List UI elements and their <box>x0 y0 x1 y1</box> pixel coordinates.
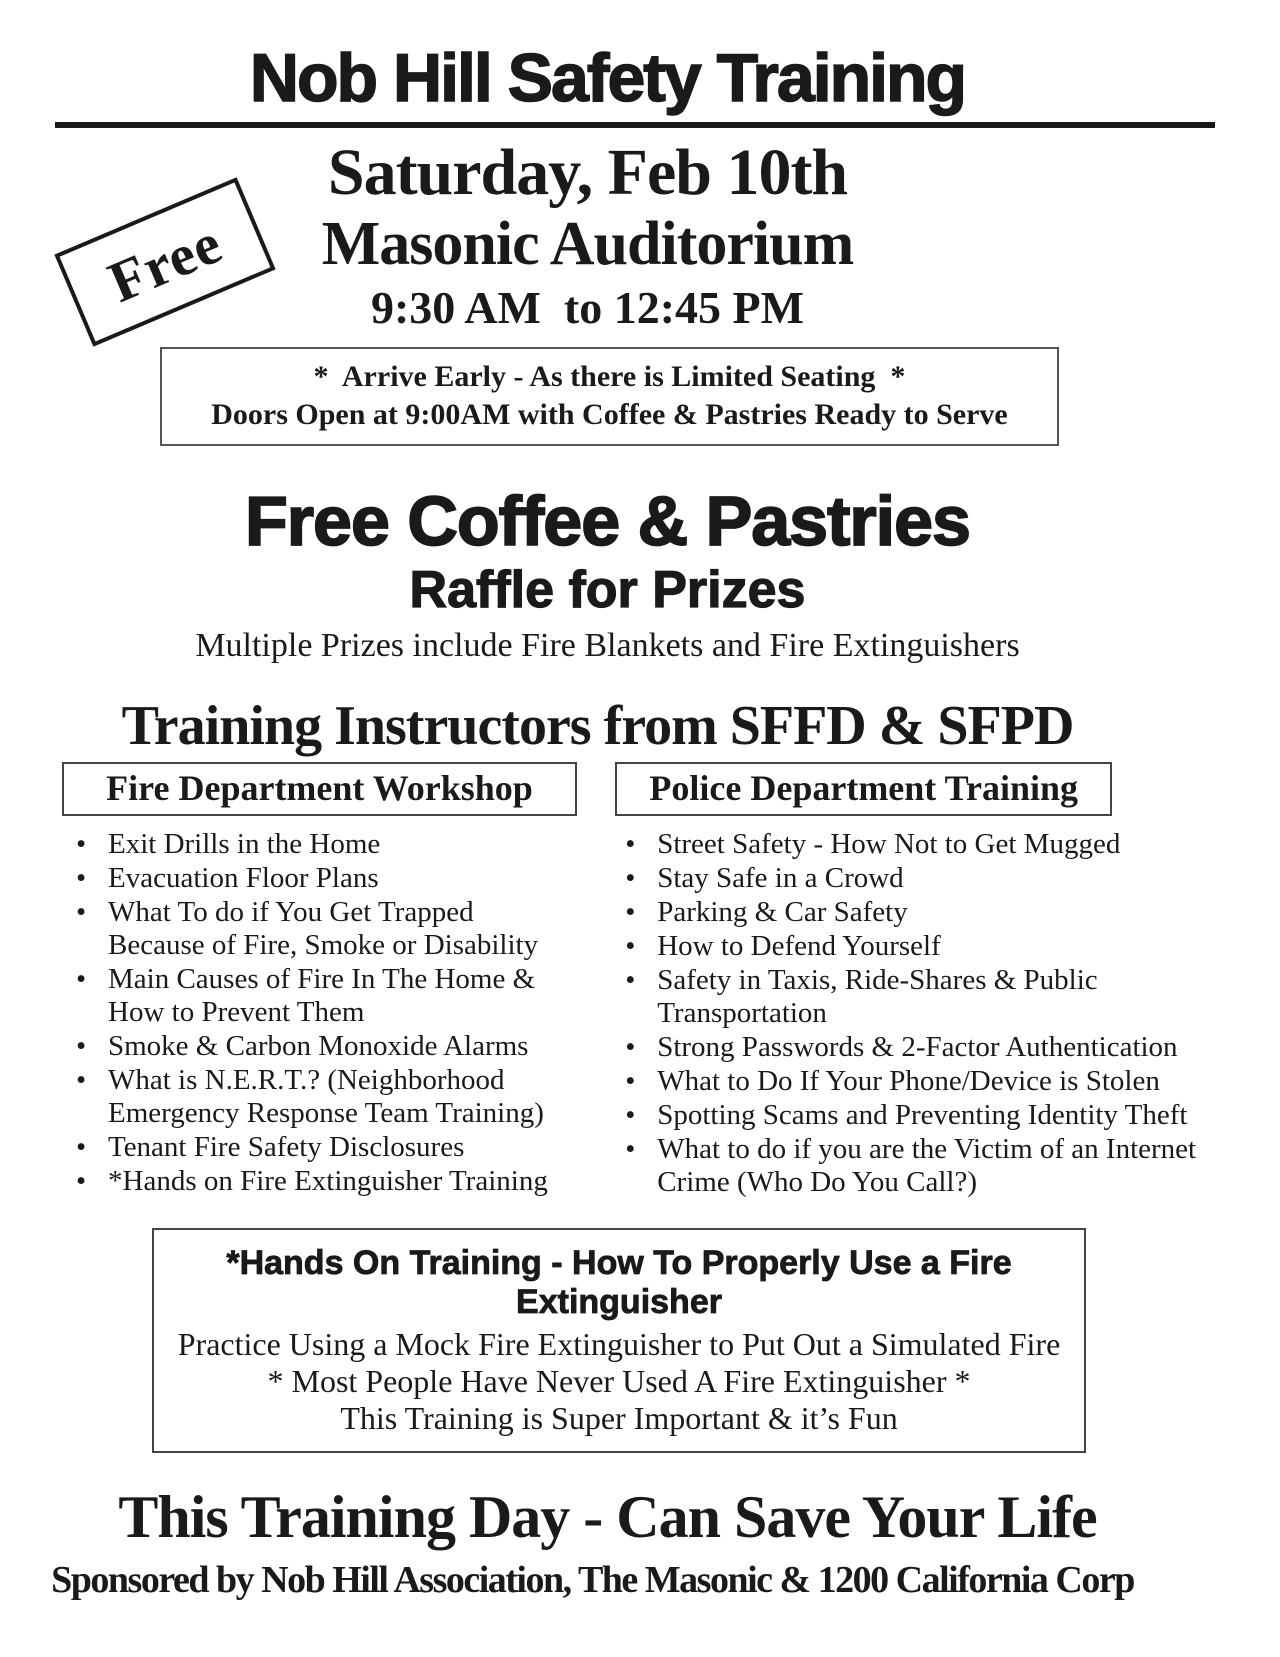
police-training-topic: • What to do if you are the Victim of an Internet Crime (Who Do You Call?) <box>615 1133 1215 1199</box>
title-divider <box>55 122 1215 128</box>
fire-workshop-topic: • Tenant Fire Safety Disclosures <box>62 1131 589 1164</box>
sponsor-line: Sponsored by Nob Hill Association, The Masonic & 1200 California Corp <box>51 1559 1134 1602</box>
police-training-topic: • How to Defend Yourself <box>615 930 1215 963</box>
police-department-column <box>615 762 1215 1201</box>
hands-on-title: *Hands On Training - How To Properly Use a Fire Extinguisher <box>226 1244 1012 1322</box>
police-training-topic: • Safety in Taxis, Ride-Shares & Public Transportation <box>615 964 1215 1030</box>
doors-open-line: Doors Open at 9:00AM with Coffee & Pastries Ready to Serve <box>211 397 1008 431</box>
police-training-topic: • Street Safety - How Not to Get Mugged <box>615 828 1215 861</box>
hands-on-training-box <box>152 1228 1086 1453</box>
event-date: Saturday, Feb 10th <box>327 136 848 209</box>
hands-on-detail-line: This Training is Super Important & it’s Fun <box>340 1400 898 1437</box>
fire-workshop-topic: • Main Causes of Fire In The Home & How to Prevent Them <box>62 963 589 1029</box>
police-training-topic: • Parking & Car Safety <box>615 896 1215 929</box>
arrive-early-box <box>160 347 1059 446</box>
hands-on-detail-line: Practice Using a Mock Fire Extinguisher to Put Out a Simulated Fire <box>177 1325 1061 1362</box>
perks-subheadline: Raffle for Prizes <box>409 561 806 619</box>
police-training-topic-list <box>615 828 1215 1199</box>
topic-columns <box>0 762 1215 1201</box>
page-title: Nob Hill Safety Training <box>249 40 966 116</box>
fire-workshop-topic: • What To do if You Get Trapped Because of Fire, Smoke or Disability <box>62 896 589 962</box>
fire-workshop-topic: • Evacuation Floor Plans <box>62 862 589 895</box>
fire-workshop-topic: • What is N.E.R.T.? (Neighborhood Emergency Response Team Training) <box>62 1064 589 1130</box>
police-department-header <box>615 762 1112 817</box>
police-training-topic: • Spotting Scams and Preventing Identity Theft <box>615 1099 1215 1132</box>
fire-workshop-topic-list <box>62 828 589 1198</box>
perks-detail: Multiple Prizes include Fire Blankets and Fire Extinguishers <box>195 627 1020 664</box>
fire-workshop-topic: • Smoke & Carbon Monoxide Alarms <box>62 1030 589 1063</box>
fire-workshop-topic: • *Hands on Fire Extinguisher Training <box>62 1165 589 1198</box>
free-badge-label: Free <box>99 209 231 315</box>
perks-headline: Free Coffee & Pastries <box>245 482 970 560</box>
arrive-early-line: * Arrive Early - As there is Limited Seating * <box>313 360 906 393</box>
event-venue: Masonic Auditorium <box>321 210 854 278</box>
hands-on-detail-line: * Most People Have Never Used A Fire Extinguisher * <box>267 1362 971 1399</box>
fire-department-header-label: Fire Department Workshop <box>106 767 533 808</box>
police-training-topic: • Stay Safe in a Crowd <box>615 862 1215 895</box>
fire-department-header <box>62 762 577 817</box>
instructors-heading: Training Instructors from SFFD & SFPD <box>121 695 1074 757</box>
fire-department-column <box>62 762 589 1201</box>
police-training-topic: • What to Do If Your Phone/Device is Stolen <box>615 1065 1215 1098</box>
footer-headline: This Training Day - Can Save Your Life <box>118 1484 1097 1551</box>
event-time: 9:30 AM to 12:45 PM <box>370 282 805 333</box>
police-training-topic: • Strong Passwords & 2-Factor Authentication <box>615 1031 1215 1064</box>
hands-on-detail-lines <box>154 1327 1084 1436</box>
police-department-header-label: Police Department Training <box>649 767 1079 808</box>
fire-workshop-topic: • Exit Drills in the Home <box>62 828 589 861</box>
